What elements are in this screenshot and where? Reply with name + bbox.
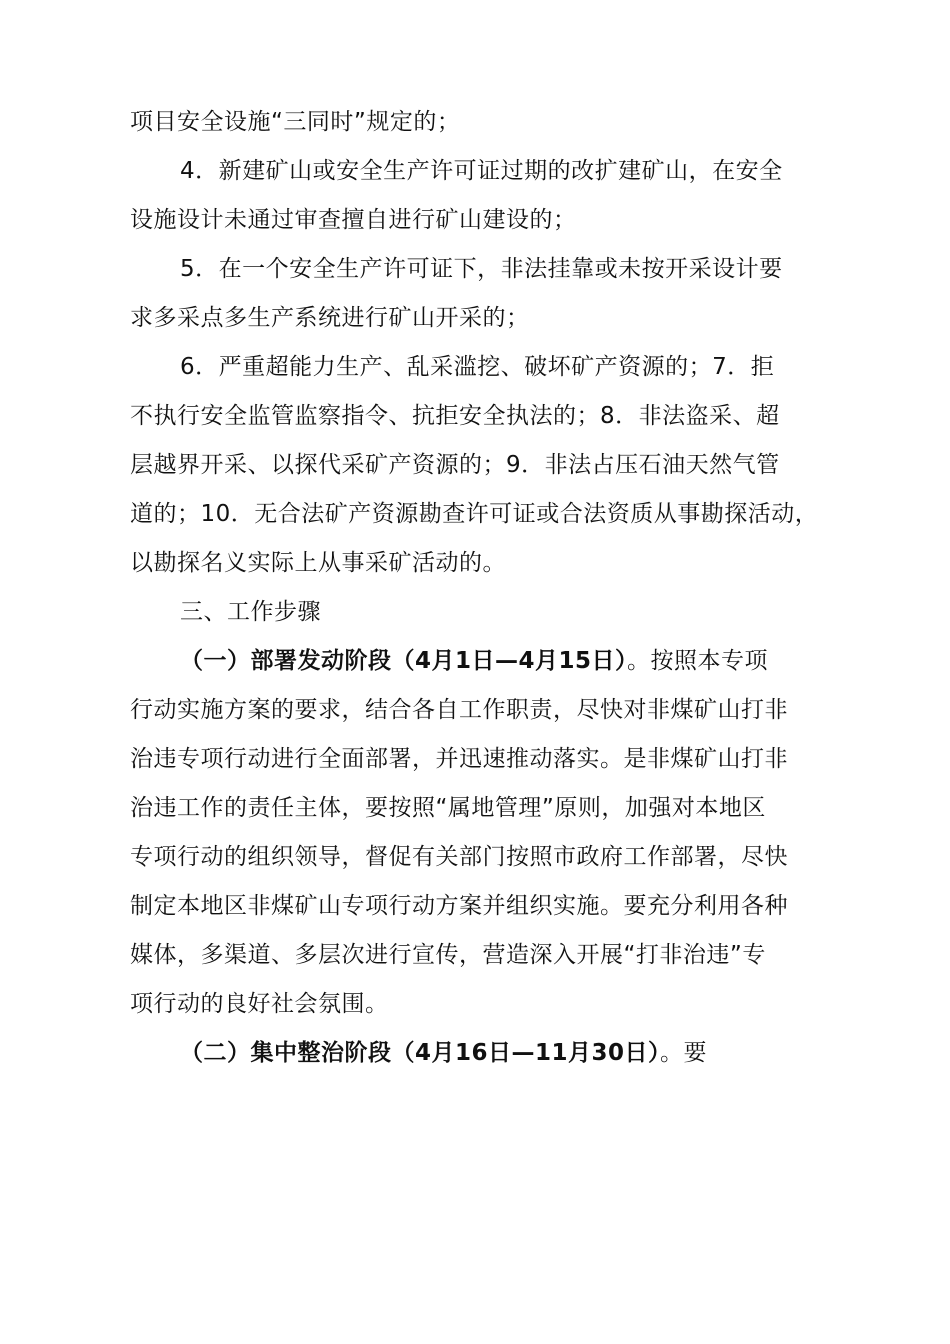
text-line: 媒体，多渠道、多层次进行宣传，营造深入开展“打非治违”专	[130, 942, 766, 968]
text-line: 治违工作的责任主体，要按照“属地管理”原则，加强对本地区	[130, 795, 766, 821]
text-line	[130, 637, 830, 686]
subsection-heading: （一）部署发动阶段（4月1日—4月15日）	[180, 648, 628, 674]
text-line: 设施设计未通过审查擅自进行矿山建设的；	[130, 207, 577, 233]
text-line: 4．新建矿山或安全生产许可证过期的改扩建矿山，在安全	[180, 158, 783, 184]
text-line: 治违专项行动进行全面部署，并迅速推动落实。是非煤矿山打非	[130, 746, 788, 772]
text-line: 行动实施方案的要求，结合各自工作职责，尽快对非煤矿山打非	[130, 697, 788, 723]
text-line: 项行动的良好社会氛围。	[130, 991, 389, 1017]
text-line: 制定本地区非煤矿山专项行动方案并组织实施。要充分利用各种	[130, 893, 788, 919]
text-line: 以勘探名义实际上从事采矿活动的。	[130, 550, 506, 576]
text-line: 层越界开采、以探代采矿产资源的；9．非法占压石油天然气管	[130, 452, 780, 478]
section-heading: 三、工作步骤	[180, 599, 321, 625]
document-body	[130, 98, 830, 1078]
text-line	[130, 1029, 830, 1078]
text-line: 不执行安全监管监察指令、抗拒安全执法的；8．非法盗采、超	[130, 403, 780, 429]
text-fragment: 。按照本专项	[627, 648, 769, 674]
text-fragment: 。要	[660, 1040, 708, 1066]
text-line: 6．严重超能力生产、乱采滥挖、破坏矿产资源的；7．拒	[180, 354, 775, 380]
text-line: 专项行动的组织领导，督促有关部门按照市政府工作部署，尽快	[130, 844, 788, 870]
text-line: 5．在一个安全生产许可证下，非法挂靠或未按开采设计要	[180, 256, 783, 282]
text-line: 项目安全设施“三同时”规定的；	[130, 109, 461, 135]
text-line: 道的；10．无合法矿产资源勘查许可证或合法资质从事勘探活动，	[130, 501, 819, 527]
text-line: 求多采点多生产系统进行矿山开采的；	[130, 305, 530, 331]
subsection-heading: （二）集中整治阶段（4月16日—11月30日）	[180, 1040, 661, 1066]
